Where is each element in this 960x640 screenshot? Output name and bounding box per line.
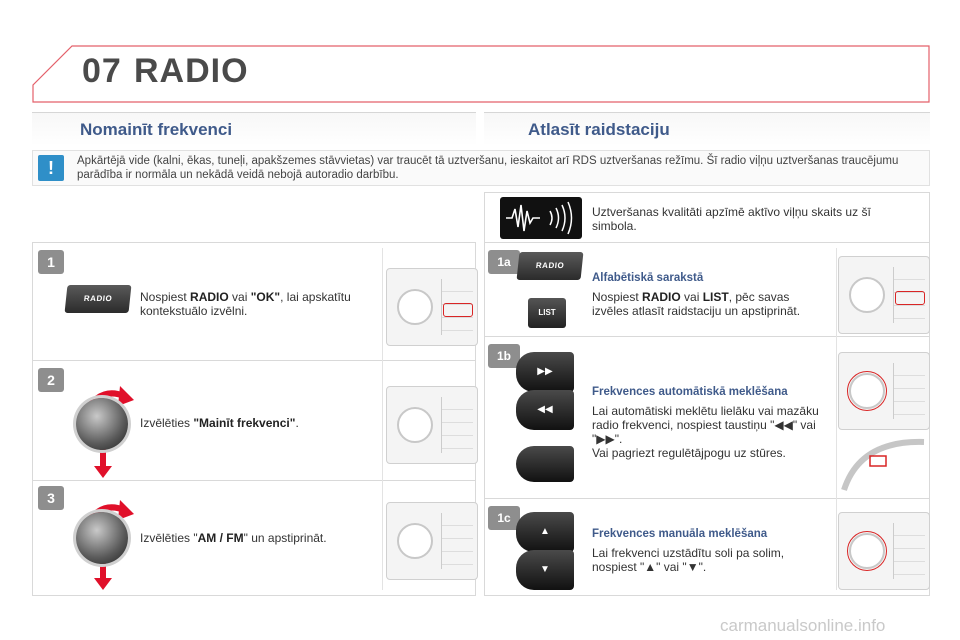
radio-console-diagram	[386, 268, 478, 346]
warning-icon: !	[38, 155, 64, 181]
rotary-knob-icon	[76, 512, 128, 564]
heading-manual-search: Frekvences manuāla meklēšana	[592, 528, 768, 540]
signal-waves-icon	[500, 197, 582, 239]
step-1a-text: Nospiest RADIO vai LIST, pēc savas izvēles atlasīt raidstaciju un apstiprināt.	[592, 290, 801, 318]
radio-console-diagram	[386, 386, 478, 464]
step-1-text: Nospiest RADIO vai "OK", lai apskatītu kontekstuālo izvēlni.	[140, 290, 351, 318]
seek-back-button: ◀◀	[516, 390, 574, 430]
rotary-knob-icon	[76, 398, 128, 450]
step-badge: 1b	[488, 344, 520, 368]
step-1c-text: Lai frekvenci uzstādītu soli pa solim, nospiest "▲" vai "▼".	[592, 546, 785, 574]
warning-text: Apkārtējā vide (kalni, ēkas, tuneļi, apakšzemes stāvvietas) var traucēt tā uztveršanu, ieskaitot arī RDS uztveršanas režīmu. Šī radio viļņu uztveršanas traucējumu parādība ir normāla un nekādā veidā nebojā autoradio darbību.	[77, 155, 899, 181]
left-section-title: Nomainīt frekvenci	[80, 120, 233, 139]
divider	[836, 248, 837, 590]
list-button: LIST	[528, 298, 566, 328]
radio-console-diagram	[838, 352, 930, 430]
watermark: carmanualsonline.info	[720, 616, 886, 635]
step-badge: 3	[38, 486, 64, 510]
divider	[32, 360, 476, 361]
left-section-header	[32, 112, 476, 146]
step-badge: 1	[38, 250, 64, 274]
steering-wheel-button-icon	[516, 446, 574, 482]
step-up-button: ▲	[516, 512, 574, 552]
step-badge: 1a	[488, 250, 520, 274]
right-section-title: Atlasīt raidstaciju	[528, 120, 670, 139]
divider	[382, 248, 383, 590]
chapter-title: RADIO	[134, 52, 249, 90]
steering-wheel-icon	[840, 434, 928, 492]
chapter-number: 07	[82, 52, 122, 90]
seek-forward-button: ▶▶	[516, 352, 574, 392]
divider	[484, 336, 930, 337]
radio-console-diagram	[838, 256, 930, 334]
step-badge: 2	[38, 368, 64, 392]
heading-auto-search: Frekvences automātiskā meklēšana	[592, 386, 788, 398]
step-down-button: ▼	[516, 550, 574, 590]
step-1b-text1: Lai automātiski meklētu lielāku vai mazāku radio frekvenci, nospiest taustiņu "◀◀" vai "▶▶".	[592, 404, 819, 446]
radio-console-diagram	[838, 512, 930, 590]
step-3-text: Izvēlēties "AM / FM" un apstiprināt.	[140, 531, 327, 545]
signal-note: Uztveršanas kvalitāti apzīmē aktīvo viļņu skaits uz šī simbola.	[592, 205, 871, 233]
step-badge: 1c	[488, 506, 520, 530]
divider	[32, 480, 476, 481]
step-1b-text2: Vai pagriezt regulētājpogu uz stūres.	[592, 446, 786, 460]
radio-console-diagram	[386, 502, 478, 580]
radio-button: RADIO	[65, 285, 132, 313]
step-2-text: Izvēlēties "Mainīt frekvenci".	[140, 416, 299, 430]
radio-button: RADIO	[517, 252, 584, 280]
right-section-header	[484, 112, 930, 146]
divider	[484, 498, 930, 499]
heading-alphabetic: Alfabētiskā sarakstā	[592, 272, 704, 284]
